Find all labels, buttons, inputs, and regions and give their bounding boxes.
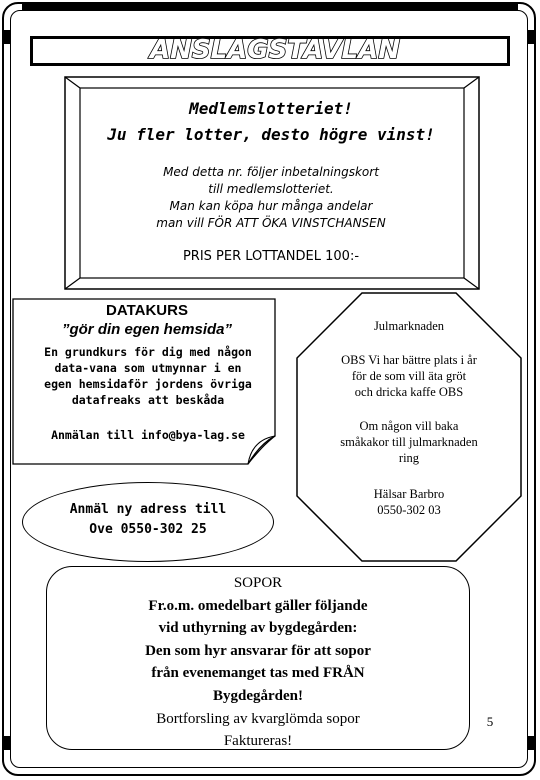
- lottery-heading-line: Ju fler lotter, desto högre vinst!: [107, 125, 435, 144]
- julmarknad-line: OBS Vi har bättre plats i år: [341, 353, 477, 367]
- sopor-line: vid uthyrning av bygdegården:: [158, 620, 358, 637]
- sopor-line: Fr.o.m. omedelbart gäller följande: [148, 597, 368, 614]
- datakurs-body-line: egen hemsidaför jordens övriga: [44, 377, 252, 391]
- datakurs-body-line: data-vana som utmynnar i en: [54, 361, 242, 375]
- address-text: [22, 500, 274, 540]
- julmarknad-line: ring: [398, 451, 420, 465]
- lottery-heading-line: Medlemslotteriet!: [189, 99, 353, 118]
- sopor-text: [106, 572, 410, 753]
- datakurs-body-line: datafreaks att beskåda: [71, 393, 225, 407]
- julmarknad-line: och dricka kaffe OBS: [354, 385, 464, 399]
- lottery-price: PRIS PER LOTTANDEL 100:-: [182, 249, 360, 264]
- border-bar-top: [22, 2, 518, 10]
- sopor-line: Faktureras!: [223, 733, 293, 750]
- address-line: Anmäl ny adress till: [69, 502, 227, 517]
- julmarknad-title: Julmarknaden: [373, 319, 445, 333]
- page-number: 5: [486, 714, 494, 729]
- datakurs-subtitle: ”gör din egen hemsida”: [61, 321, 233, 338]
- julmarknad-paragraph-3: [316, 486, 502, 518]
- datakurs-body-line: En grundkurs för dig med någon: [44, 345, 252, 359]
- julmarknad-paragraph-1: [316, 352, 502, 400]
- sopor-line: Bygdegården!: [213, 687, 303, 704]
- julmarknad-line: Om någon vill baka: [359, 419, 459, 433]
- page-title: ANSLAGSTAVLAN: [150, 35, 401, 65]
- border-bar-top-right: [528, 30, 536, 44]
- sopor-line: från evenemanget tas med FRÅN: [151, 665, 365, 682]
- julmarknad-line: för de som vill äta gröt: [351, 369, 467, 383]
- lottery-body-line: till medlemslotteriet.: [208, 182, 334, 196]
- sopor-line: SOPOR: [233, 575, 283, 591]
- datakurs-body: [20, 344, 276, 408]
- border-bar-bottom-left: [2, 736, 10, 750]
- lottery-body-line: man vill FÖR ATT ÖKA VINSTCHANSEN: [156, 216, 386, 230]
- border-bar-bottom-right: [528, 736, 536, 750]
- lottery-body-line: Man kan köpa hur många andelar: [169, 199, 373, 213]
- julmarknad-paragraph-2: [316, 418, 502, 466]
- julmarknad-line: småkakor till julmarknaden: [340, 435, 478, 449]
- sopor-line: Bortforsling av kvarglömda sopor: [156, 710, 360, 727]
- sopor-line: Den som hyr ansvarar för att sopor: [145, 642, 371, 659]
- lottery-body: [90, 164, 452, 232]
- lottery-body-line: Med detta nr. följer inbetalningskort: [163, 165, 379, 179]
- datakurs-email-line: Anmälan till info@bya-lag.se: [51, 428, 245, 442]
- julmarknad-line: 0550-302 03: [377, 503, 441, 517]
- address-line: Ove 0550-302 25: [89, 522, 207, 537]
- border-bar-top-left: [2, 30, 10, 44]
- datakurs-title: DATAKURS: [106, 302, 188, 319]
- julmarknad-line: Hälsar Barbro: [373, 487, 445, 501]
- lottery-heading: [90, 96, 452, 148]
